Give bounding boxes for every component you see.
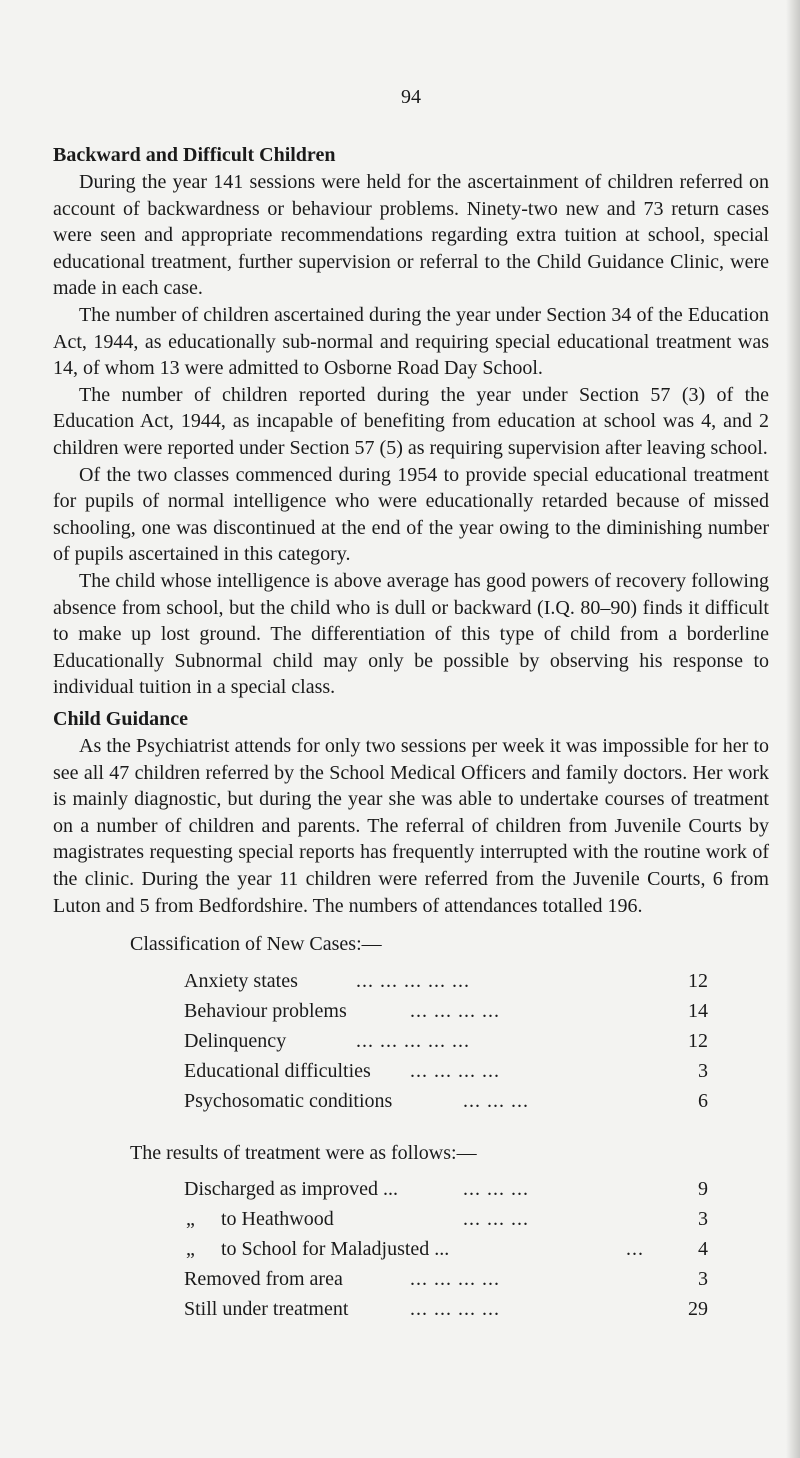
paragraph: The number of children reported during the year under Section 57 (3) of the Education Act, 1944, as incapable of benefiting from education at school was 4, and 2 children were reported under Section 57 (5) as requiring supervision after leaving school. <box>53 383 769 459</box>
row-label: Discharged as improved ... <box>184 1178 399 1200</box>
table-row <box>184 1057 708 1085</box>
table-row <box>184 997 708 1025</box>
table-row <box>184 1027 708 1055</box>
row-value: 29 <box>688 1298 708 1320</box>
row-value: 14 <box>688 1000 708 1022</box>
row-label: Behaviour problems <box>184 1000 347 1022</box>
table-row <box>184 1235 708 1263</box>
row-value: 3 <box>698 1060 708 1082</box>
leader-dots: ... ... ... ... <box>410 1268 500 1290</box>
table-row <box>184 1205 708 1233</box>
classification-title: Classification of New Cases:— <box>130 933 382 955</box>
leader-dots: ... ... ... ... <box>410 1000 500 1022</box>
results-title: The results of treatment were as follows:— <box>130 1142 477 1164</box>
row-value: 4 <box>698 1238 708 1260</box>
leader-dots: ... ... ... ... <box>410 1060 500 1082</box>
row-value: 12 <box>688 970 708 992</box>
row-label: Educational difficulties <box>184 1060 371 1082</box>
row-label: to Heathwood <box>221 1208 334 1230</box>
row-value: 12 <box>688 1030 708 1052</box>
table-row <box>184 1295 708 1323</box>
row-label: Anxiety states <box>184 970 298 992</box>
leader-dots: ... <box>626 1238 644 1260</box>
paragraph: The number of children ascertained during the year under Section 34 of the Education Act, 1944, as educationally sub-normal and requiring special educational treatment was 14, of whom 13 were admitted to Osborne Road Day School. <box>53 303 769 380</box>
row-label: Delinquency <box>184 1030 287 1052</box>
page-number: 94 <box>401 86 421 108</box>
section-heading: Backward and Difficult Children <box>53 144 336 166</box>
leader-dots: ... ... ... ... ... <box>356 970 470 992</box>
row-value: 3 <box>698 1268 708 1290</box>
paragraph: Of the two classes commenced during 1954 to provide special educational treatment for pupils of normal intelligence who were educationally retarded because of missed schooling, one was discontinued at the end of the year owing to the diminishing number of pupils ascertained in this category. <box>53 463 769 566</box>
row-label: Still under treatment <box>184 1298 349 1320</box>
section-backward-difficult-children <box>53 141 769 701</box>
paragraph: The child whose intelligence is above average has good powers of recovery following absence from school, but the child who is dull or backward (I.Q. 80–90) finds it difficult to make up lost ground. The differentiation of this type of child from a borderline Educationally Subnormal child may only be possible by observing his response to individual tuition in a special class. <box>53 569 769 699</box>
row-value: 6 <box>698 1090 708 1112</box>
page-edge-shadow <box>786 0 800 1458</box>
paragraph: As the Psychiatrist attends for only two sessions per week it was impossible for her to see all 47 children referred by the School Medical Officers and family doctors. Her work is mainly diagnostic, but during the year she was able to undertake courses of treatment on a number of children and parents. The referral of children from Juvenile Courts by magistrates requesting special reports has frequently interrupted with the routine work of the clinic. During the year 11 children were referred from the Juvenile Courts, 6 from Luton and 5 from Bedfordshire. The numbers of attendances totalled 196. <box>53 735 769 917</box>
section-child-guidance <box>53 705 769 919</box>
leader-dots: ... ... ... ... ... <box>356 1030 470 1052</box>
section-heading: Child Guidance <box>53 708 189 730</box>
table-row <box>184 1087 708 1115</box>
table-row <box>184 1265 708 1293</box>
ditto-mark: „ <box>186 1238 195 1260</box>
leader-dots: ... ... ... ... <box>410 1298 500 1320</box>
paragraph: During the year 141 sessions were held for the ascertainment of children referred on account of backwardness or behaviour problems. Ninety-two new and 73 return cases were seen and appropriate recommendations regarding extra tuition at school, special educational treatment, further supervision or referral to the Child Guidance Clinic, were made in each case. <box>53 171 769 300</box>
row-value: 3 <box>698 1208 708 1230</box>
table-row <box>184 1175 708 1203</box>
row-label: Removed from area <box>184 1268 343 1290</box>
row-label: Psychosomatic conditions <box>184 1090 393 1112</box>
ditto-mark: „ <box>186 1208 195 1230</box>
table-row <box>184 967 708 995</box>
row-value: 9 <box>698 1178 708 1200</box>
leader-dots: ... ... ... <box>463 1178 529 1200</box>
row-label: to School for Maladjusted ... <box>221 1238 450 1260</box>
leader-dots: ... ... ... <box>463 1090 529 1112</box>
leader-dots: ... ... ... <box>463 1208 529 1230</box>
